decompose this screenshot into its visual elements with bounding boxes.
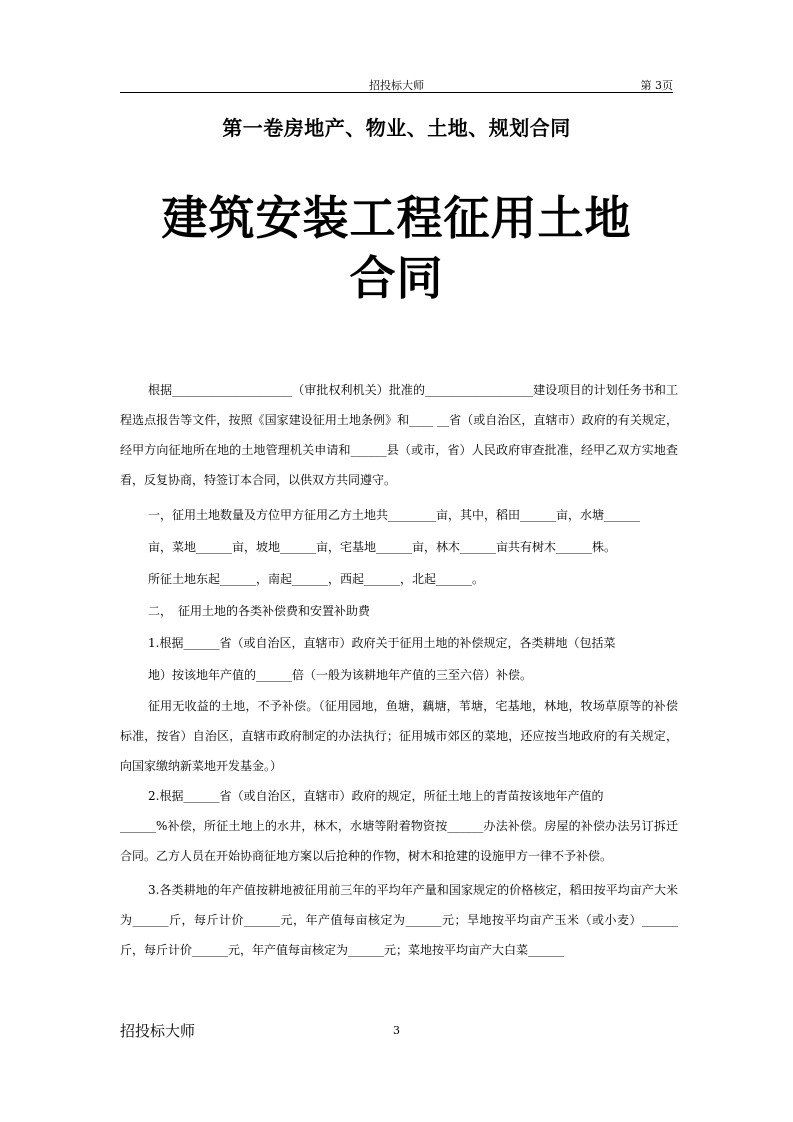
volume-title: 第一卷房地产、物业、土地、规划合同 [222,116,571,140]
footer-site-name: 招投标大师 [120,1022,196,1040]
item2-heading: 二， 征用土地的各类补偿费和安置补助费 [148,604,371,618]
item2-1-line-2: 地）按该地年产值的______倍（一般为该耕地年产值的三至六倍）补偿。 [148,668,533,682]
document-title [0,188,793,308]
item2-3-paragraph: 3.各类耕地的年产值按耕地被征用前三年的平均年产量和国家规定的价格核定，稻田按平均亩产大米为______斤，每斤计价______元，年产值每亩核定为______元；旱地按平均亩产玉米（或小麦）______斤，每斤计价______元，年产值每亩核定为______元；菜地按平均亩产大白菜______ [120,883,678,957]
document-title-line-1: 建筑安装工程征用土地 [161,191,632,245]
item1-line-2: 亩，菜地______亩，坡地______亩，宅基地______亩，林木______亩共有树木______株。 [148,540,617,554]
item2-2-paragraph: ______%补偿，所征土地上的水井，林木，水塘等附着物资按______办法补偿。房屋的补偿办法另订拆迁合同。乙方人员在开始协商征地方案以后抢种的作物，树木和抢建的设施甲方一律不予补偿。 [120,819,678,863]
item2-2-line-1: 2.根据______省（或自治区，直辖市）政府的规定，所征土地上的青苗按该地年产值的 [148,789,604,803]
item1-line-1: 一，征用土地数量及方位甲方征用乙方土地共________亩，其中，稻田______亩，水塘______ [148,508,641,522]
document-title-line-2: 合同 [349,251,444,305]
item2-1-line-1: 1.根据______省（或自治区，直辖市）政府关于征用土地的补偿规定，各类耕地（包括菜 [148,636,616,650]
contract-body [120,375,678,965]
footer-page-number: 3 [393,1024,400,1037]
header-site-name: 招投标大师 [369,79,424,92]
item2-1-paragraph: 征用无收益的土地，不予补偿。（征用园地，鱼塘，藕塘，苇塘，宅基地，林地，牧场草原等的补偿标准，按省）自治区，直辖市政府制定的办法执行；征用城市郊区的菜地，还应按当地政府的有关规定，向国家缴纳新菜地开发基金。） [120,699,678,773]
intro-paragraph: 根据____________________（审批权利机关）批准的__________________建设项目的计划任务书和工程选点报告等文件，按照《国家建设征用土地条例》和____ __省（或自治区，直辖市）政府的有关规定，经甲方向征地所在地的土地管理机关申请和______县（或市，省）人民政府审查批准，经甲乙双方实地查看，反复协商，特签订本合同，以供双方共同遵守。 [120,383,678,487]
header-divider [120,92,673,93]
header-page-label: 第 3页 [640,79,673,92]
item1-line-3: 所征土地东起______，南起______，西起______，北起______。 [148,572,485,586]
